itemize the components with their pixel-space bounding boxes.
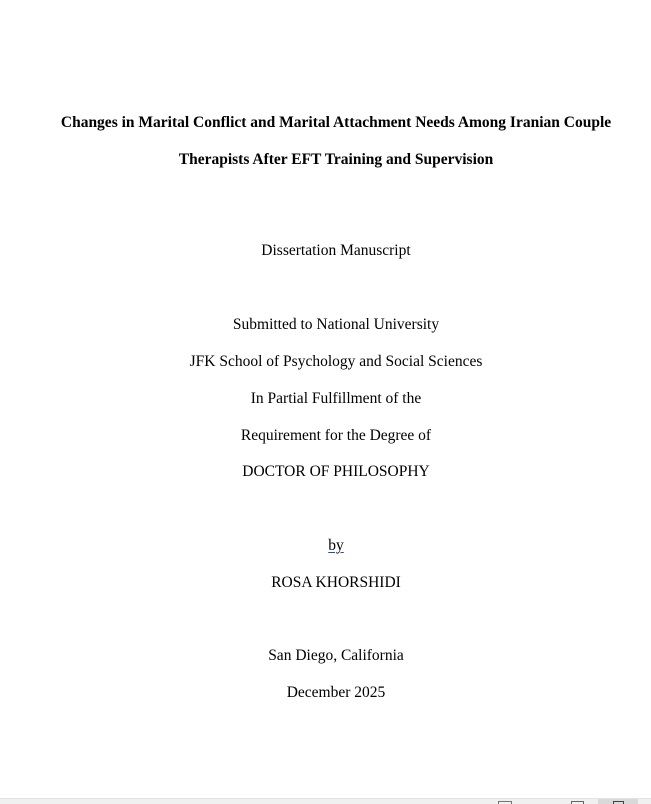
requirement-text: Requirement for the Degree of [240, 427, 432, 444]
status-bar [0, 798, 651, 804]
degree-name: DOCTOR OF PHILOSOPHY [242, 463, 430, 480]
title-line-1: Changes in Marital Conflict and Marital Attachment Needs Among Iranian Couple [60, 114, 612, 131]
date: December 2025 [286, 684, 386, 701]
submitted-to: Submitted to National University [232, 316, 440, 333]
by-text: by [328, 537, 344, 554]
author-name: ROSA KHORSHIDI [271, 574, 401, 591]
location: San Diego, California [268, 647, 404, 664]
school-name: JFK School of Psychology and Social Sciences [189, 353, 483, 370]
manuscript-type: Dissertation Manuscript [261, 242, 411, 259]
fulfillment-text: In Partial Fulfillment of the [250, 390, 422, 407]
by-label [0, 536, 651, 556]
title-line-2: Therapists After EFT Training and Supervision [178, 151, 494, 168]
